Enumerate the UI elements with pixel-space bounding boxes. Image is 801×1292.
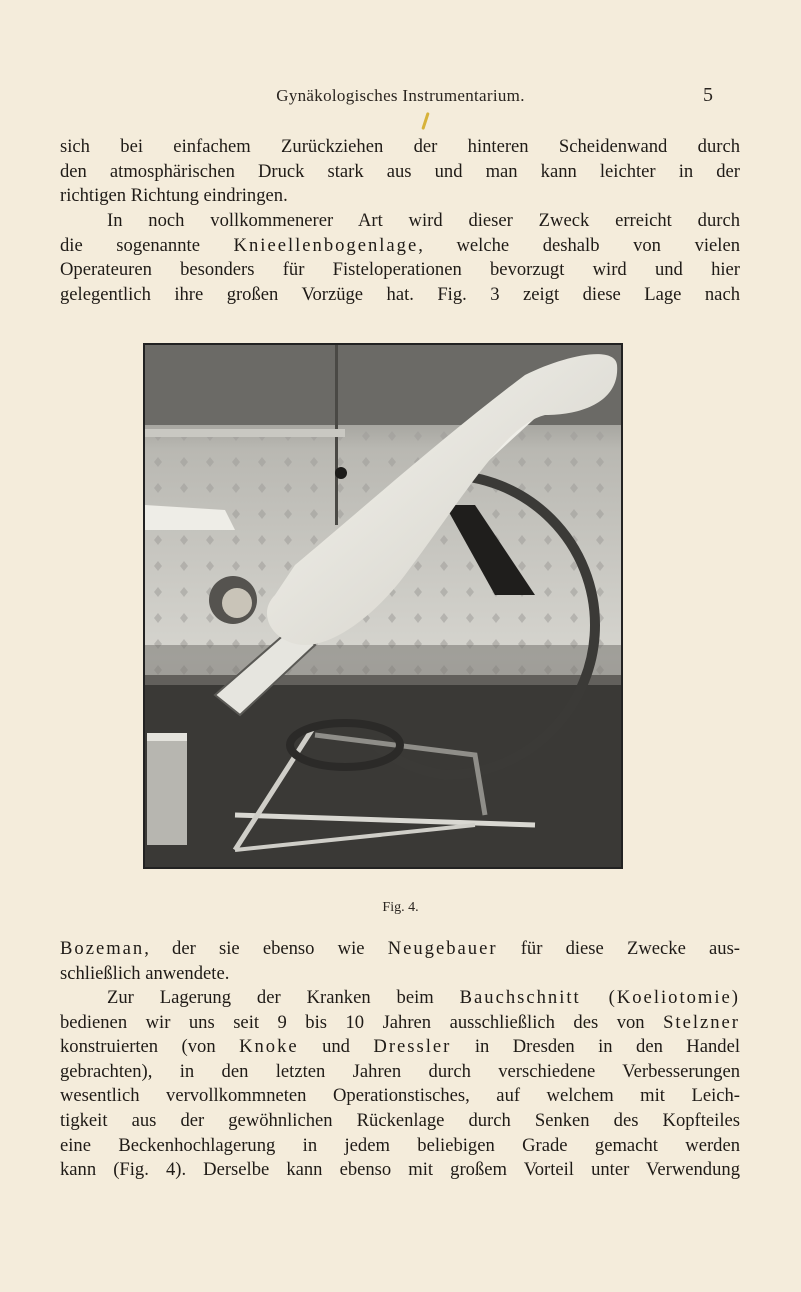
text-line: kann (Fig. 4). Derselbe kann ebenso mit großem Vorteil unter Verwendung <box>60 1159 740 1181</box>
text-line <box>60 1011 740 1036</box>
text-fragment: in Dresden in den Handel <box>451 1036 740 1058</box>
text-line: richtigen Richtung eindringen. <box>60 185 288 207</box>
text-fragment: Zur Lagerung der Kranken beim <box>107 987 460 1008</box>
text-line: Operateuren besonders für Fisteloperationen bevorzugt wird und hier <box>60 259 740 281</box>
text-line <box>60 234 740 259</box>
paragraph-1 <box>60 135 740 209</box>
text-line: In noch vollkommenerer Art wird dieser Zweck erreicht durch <box>107 210 740 231</box>
running-head: Gynäkologisches Instrumentarium. <box>276 86 525 105</box>
page-number: 5 <box>703 84 713 106</box>
text-fragment: bedienen wir uns seit 9 bis 10 Jahren ausschließlich des von <box>60 1011 664 1033</box>
term-bauchschnitt: Bauchschnitt (Koeliotomie) <box>459 987 740 1008</box>
page-header <box>0 86 801 112</box>
text-line: gelegentlich ihre großen Vorzüge hat. Fig. 3 zeigt diese Lage nach <box>60 283 740 305</box>
operating-table-illustration <box>145 345 621 867</box>
paragraph-3 <box>60 937 740 986</box>
text-line <box>60 937 740 962</box>
name-knoke: Knoke <box>239 1036 299 1058</box>
text-fragment: konstruierten (von <box>60 1036 240 1058</box>
paragraph-4 <box>60 986 740 1183</box>
text-fragment: , welche deshalb von vielen <box>418 234 740 256</box>
figure-operating-table-photo <box>143 343 623 869</box>
text-line: tigkeit aus der gewöhnlichen Rückenlage durch Senken des Kopfteiles <box>60 1109 740 1131</box>
paragraph-2 <box>60 209 740 307</box>
text-line: den atmosphärischen Druck stark aus und man kann leichter in der <box>60 160 740 182</box>
name-stelzner: Stelzner <box>663 1011 740 1033</box>
text-line <box>60 1035 740 1060</box>
name-dressler: Dressler <box>373 1036 452 1058</box>
text-fragment: für diese Zwecke aus- <box>497 938 740 959</box>
figure-caption: Fig. 4. <box>382 900 419 915</box>
text-fragment: die sogenannte <box>60 234 234 256</box>
text-fragment: , der sie ebenso wie <box>144 938 388 959</box>
text-fragment: und <box>298 1036 374 1058</box>
text-line <box>60 986 740 1011</box>
name-neugebauer: Neugebauer <box>387 938 498 959</box>
name-bozeman: Bozeman <box>60 938 145 959</box>
text-line: eine Beckenhochlagerung in jedem beliebigen Grade gemacht werden <box>60 1134 740 1156</box>
text-line: schließlich anwendete. <box>60 962 230 984</box>
text-line: gebrachten), in den letzten Jahren durch verschiedene Verbesserungen <box>60 1060 740 1082</box>
term-knieellenbogenlage: Knieellenbogenlage <box>233 234 419 256</box>
text-line: wesentlich vervollkommneten Operationstisches, auf welchem mit Leich- <box>60 1085 740 1107</box>
stray-pen-mark <box>421 112 429 130</box>
text-line: sich bei einfachem Zurückziehen der hinteren Scheidenwand durch <box>60 136 740 157</box>
